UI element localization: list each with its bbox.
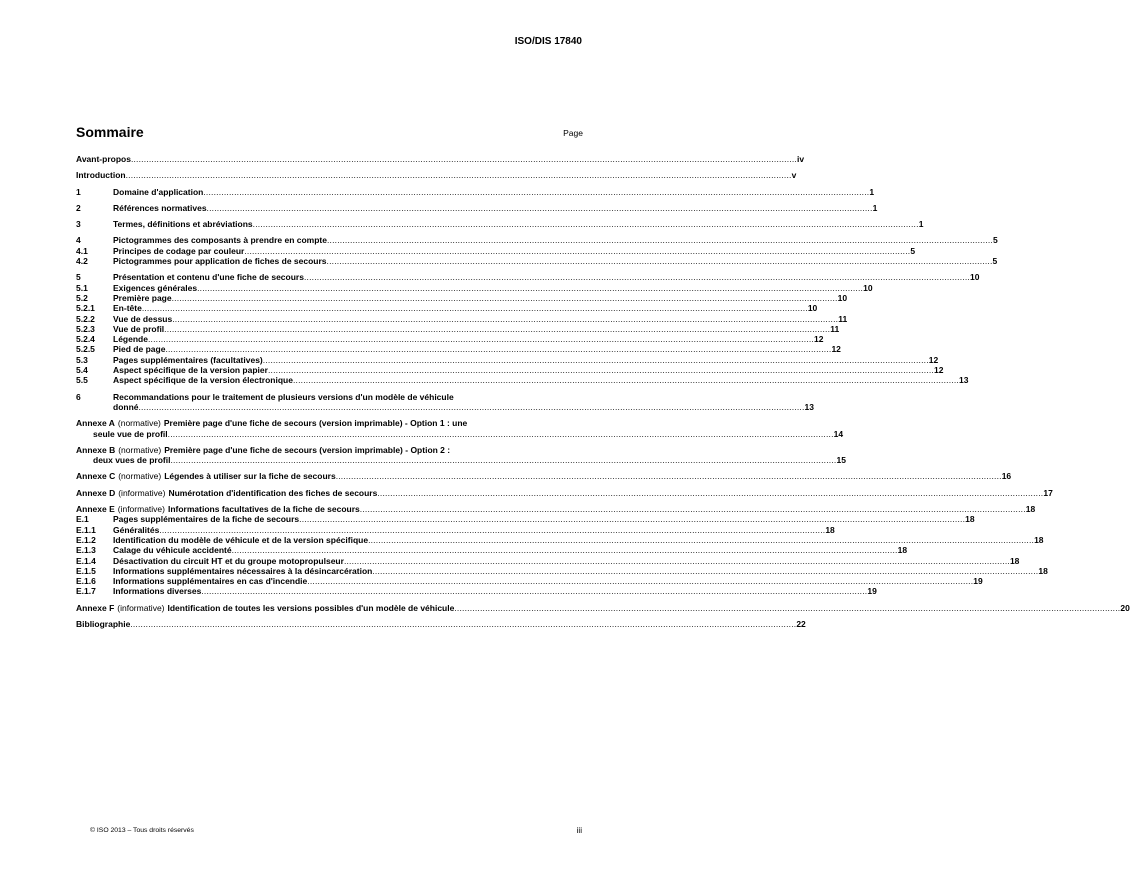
- leader-dots: ....................................................................................................................................................................................................................................................................: [359, 504, 1026, 515]
- toc-entry[interactable]: [76, 313, 848, 324]
- leader-dots: ....................................................................................................................................................................................................................................................................: [252, 219, 919, 230]
- toc-entry-title: Principes de codage par couleur: [113, 245, 245, 256]
- toc-entry-page: 14: [833, 428, 844, 439]
- toc-entry[interactable]: [76, 586, 877, 597]
- leader-dots: ....................................................................................................................................................................................................................................................................: [206, 202, 873, 213]
- toc-entry-title: Aspect spécifique de la version électronique: [113, 375, 293, 386]
- annex-kind: (informative): [118, 487, 166, 498]
- toc-entry-page: 18: [965, 514, 975, 525]
- leader-dots: ....................................................................................................................................................................................................................................................................: [454, 602, 1121, 613]
- toc-entry-title: En-tête: [113, 303, 142, 314]
- toc-entry-number: 5.2.1: [76, 303, 95, 314]
- toc-entry[interactable]: [76, 375, 969, 386]
- toc-entry-page: 12: [831, 344, 841, 355]
- toc-entry-number: 5.2.4: [76, 334, 95, 345]
- toc-entry[interactable]: [76, 323, 840, 334]
- leader-dots: ....................................................................................................................................................................................................................................................................: [167, 428, 834, 439]
- toc-entry-page: v: [791, 170, 797, 181]
- toc-entry-title: Légendes à utiliser sur la fiche de secours: [164, 471, 336, 482]
- toc-entry-page: 11: [830, 323, 840, 334]
- toc-entry[interactable]: [76, 565, 1048, 576]
- toc-entry[interactable]: [76, 292, 848, 303]
- toc-entry-title: Calage du véhicule accidenté: [113, 545, 232, 556]
- toc-entry[interactable]: [76, 282, 873, 293]
- toc-entry-title: Exigences générales: [113, 282, 198, 293]
- toc-entry-title: Aspect spécifique de la version papier: [113, 365, 268, 376]
- toc-entry[interactable]: [76, 487, 1053, 498]
- leader-dots: ....................................................................................................................................................................................................................................................................: [343, 555, 1010, 566]
- annex-label: Annexe C: [76, 471, 116, 482]
- toc-entry[interactable]: [76, 418, 844, 439]
- toc-entry-page: 5: [993, 235, 998, 246]
- toc-entry-title: Première page: [113, 292, 172, 303]
- toc-entry[interactable]: [76, 618, 806, 629]
- leader-dots: ....................................................................................................................................................................................................................................................................: [147, 334, 814, 345]
- leader-dots: ....................................................................................................................................................................................................................................................................: [262, 354, 929, 365]
- toc-entry-page: 18: [897, 545, 908, 556]
- leader-dots: ....................................................................................................................................................................................................................................................................: [335, 471, 1002, 482]
- toc-entry-page: 11: [838, 313, 848, 324]
- annex-label: Annexe F: [76, 602, 115, 613]
- toc-entry-title: Références normatives: [113, 202, 207, 213]
- toc-entry-title: Pictogrammes des composants à prendre en compte: [113, 235, 327, 246]
- toc-entry-number: 5.2.5: [76, 344, 95, 355]
- toc-entry-number: E.1.3: [76, 545, 96, 556]
- leader-dots: ....................................................................................................................................................................................................................................................................: [307, 576, 974, 587]
- toc-entry-number: 5: [76, 272, 81, 283]
- toc-entry-title: Légende: [113, 334, 148, 345]
- toc-entry-page: 5: [992, 256, 998, 267]
- toc-entry-title: Pages supplémentaires de la fiche de secours: [113, 514, 300, 525]
- annex-label: Annexe E: [76, 504, 115, 515]
- toc-entry[interactable]: [76, 344, 841, 355]
- toc-entry-title: Pied de page: [113, 344, 166, 355]
- toc-entry-page: 17: [1043, 487, 1053, 498]
- toc-entry-page: 12: [933, 365, 944, 376]
- annex-label: Annexe A: [76, 418, 115, 429]
- toc-entry-page: 20: [1120, 602, 1130, 613]
- toc-entry-title: Numérotation d'identification des fiches de secours: [168, 487, 378, 498]
- leader-dots: ....................................................................................................................................................................................................................................................................: [377, 487, 1044, 498]
- toc-entry-title: Identification de toutes les versions possibles d'un modèle de véhicule: [167, 602, 455, 613]
- annex-kind: (normative): [118, 444, 162, 455]
- toc-entry-title: Généralités: [113, 524, 160, 535]
- toc-entry-number: 5.2: [76, 292, 88, 303]
- toc-entry-page: 10: [837, 292, 848, 303]
- toc-entry-title: Informations diverses: [113, 586, 202, 597]
- leader-dots: ....................................................................................................................................................................................................................................................................: [201, 586, 868, 597]
- toc-entry[interactable]: [76, 444, 846, 466]
- toc-entry-page: 1: [872, 202, 878, 213]
- toc-entry-page: 18: [1009, 555, 1020, 566]
- toc-entry-number: 5.4: [76, 365, 88, 376]
- toc-entry-number: 6: [76, 391, 81, 402]
- toc-entry[interactable]: [76, 602, 1130, 613]
- toc-entry-number: 3: [76, 219, 81, 230]
- toc-entry[interactable]: [76, 576, 983, 587]
- toc-entry-title: Première page d'une fiche de secours (version imprimable) - Option 2 :: [164, 444, 451, 455]
- toc-entry[interactable]: [76, 471, 1012, 482]
- toc-entry-page: 1: [869, 186, 875, 197]
- leader-dots: ....................................................................................................................................................................................................................................................................: [326, 256, 993, 267]
- toc-entry[interactable]: [76, 555, 1020, 566]
- leader-dots: ....................................................................................................................................................................................................................................................................: [231, 545, 898, 556]
- toc-entry-title: Pictogrammes pour application de fiches de secours: [113, 256, 327, 267]
- toc-entry-page: 18: [825, 524, 835, 535]
- toc-entry-title: Présentation et contenu d'une fiche de secours: [113, 272, 304, 283]
- leader-dots: ....................................................................................................................................................................................................................................................................: [292, 375, 959, 386]
- footer-copyright: © ISO 2013 – Tous droits réservés: [90, 827, 194, 834]
- toc-entry-title: Recommandations pour le traitement de plusieurs versions d'un modèle de véhicule: [113, 391, 454, 402]
- toc-entry-number: E.1.7: [76, 586, 96, 597]
- leader-dots: ....................................................................................................................................................................................................................................................................: [303, 272, 970, 283]
- toc-title: Sommaire: [76, 124, 144, 140]
- toc-entry-number: 2: [76, 202, 81, 213]
- leader-dots: ....................................................................................................................................................................................................................................................................: [170, 455, 837, 466]
- leader-dots: ....................................................................................................................................................................................................................................................................: [372, 565, 1039, 576]
- toc-entry[interactable]: [76, 170, 797, 181]
- toc-entry-title: Informations facultatives de la fiche de secours: [167, 504, 360, 515]
- toc-entry-number: E.1.6: [76, 576, 96, 587]
- leader-dots: ....................................................................................................................................................................................................................................................................: [299, 514, 966, 525]
- leader-dots: ....................................................................................................................................................................................................................................................................: [130, 618, 797, 629]
- leader-dots: ....................................................................................................................................................................................................................................................................: [130, 154, 797, 164]
- toc-entry[interactable]: [76, 256, 998, 267]
- toc-entry[interactable]: [76, 235, 998, 246]
- toc-entry-title: donné: [113, 401, 139, 412]
- toc-entry-page: 1: [918, 219, 924, 230]
- toc-entry-page: 10: [969, 272, 980, 283]
- annex-label: Annexe B: [76, 444, 116, 455]
- toc-entry-number: 5.5: [76, 375, 88, 386]
- toc-entry-page: 10: [863, 282, 873, 293]
- toc-entry[interactable]: [76, 186, 875, 197]
- toc-entry-page: 22: [796, 618, 806, 629]
- page-column-label: Page: [563, 128, 583, 138]
- toc-entry-title: Introduction: [76, 170, 126, 181]
- toc-entry-page: 12: [928, 354, 939, 365]
- toc-entry-page: 13: [959, 375, 969, 386]
- toc-entry-page: 5: [910, 245, 916, 256]
- leader-dots: ....................................................................................................................................................................................................................................................................: [171, 292, 838, 303]
- toc-entry-number: E.1.1: [76, 524, 96, 535]
- toc-entry-page: 12: [813, 334, 824, 345]
- toc-entry-title: Informations supplémentaires en cas d'incendie: [113, 576, 308, 587]
- leader-dots: ....................................................................................................................................................................................................................................................................: [244, 245, 911, 256]
- leader-dots: ....................................................................................................................................................................................................................................................................: [159, 524, 826, 535]
- toc-entry-title: Identification du modèle de véhicule et de la version spécifique: [113, 534, 369, 545]
- toc-entry-title: Informations supplémentaires nécessaires à la désincarcération: [113, 565, 373, 576]
- annex-kind: (normative): [117, 418, 161, 429]
- toc-entry-title: Bibliographie: [76, 618, 131, 629]
- toc-entry-page: 19: [867, 586, 877, 597]
- leader-dots: ....................................................................................................................................................................................................................................................................: [172, 313, 839, 324]
- leader-dots: ....................................................................................................................................................................................................................................................................: [165, 344, 832, 355]
- toc-entry-page: 13: [804, 401, 814, 412]
- toc-entry-title: Termes, définitions et abréviations: [113, 219, 253, 230]
- toc-entry[interactable]: [76, 334, 824, 345]
- toc-entry-title: Vue de profil: [113, 323, 165, 334]
- toc-entry[interactable]: [76, 504, 1036, 515]
- leader-dots: ....................................................................................................................................................................................................................................................................: [197, 282, 864, 293]
- toc-entry-number: 5.1: [76, 282, 88, 293]
- leader-dots: ....................................................................................................................................................................................................................................................................: [125, 170, 792, 181]
- leader-dots: ....................................................................................................................................................................................................................................................................: [203, 186, 870, 197]
- toc-entry[interactable]: [76, 245, 916, 256]
- toc-entry-page: 18: [1038, 565, 1048, 576]
- toc-entry-page: 18: [1025, 504, 1036, 515]
- toc-entry-number: 4: [76, 235, 81, 246]
- leader-dots: ....................................................................................................................................................................................................................................................................: [368, 534, 1035, 545]
- toc-entry-page: iv: [796, 154, 805, 164]
- toc-entry[interactable]: [76, 545, 908, 556]
- annex-kind: (normative): [118, 471, 162, 482]
- toc-entry[interactable]: [76, 391, 814, 413]
- toc-entry-number: 5.2.2: [76, 313, 95, 324]
- toc-entry-number: E.1.4: [76, 555, 96, 566]
- toc-entry[interactable]: [76, 514, 975, 525]
- toc-entry-number: 5.2.3: [76, 323, 95, 334]
- toc-entry-number: 5.3: [76, 354, 88, 365]
- toc-entry-title: seule vue de profil: [93, 428, 168, 439]
- leader-dots: ....................................................................................................................................................................................................................................................................: [267, 365, 934, 376]
- toc-entry[interactable]: [76, 354, 939, 365]
- toc-entry-page: 19: [973, 576, 983, 587]
- toc-entry[interactable]: [76, 154, 805, 164]
- toc-entry[interactable]: [76, 534, 1044, 545]
- toc-entry-number: E.1: [76, 514, 89, 525]
- toc-entry-number: 1: [76, 186, 81, 197]
- leader-dots: ....................................................................................................................................................................................................................................................................: [141, 303, 808, 314]
- toc-entry-page: 18: [1034, 534, 1044, 545]
- toc-entry[interactable]: [76, 202, 878, 213]
- annex-kind: (informative): [117, 602, 165, 613]
- table-of-contents: [76, 154, 1130, 629]
- toc-entry-page: 10: [807, 303, 818, 314]
- toc-entry-number: 4.1: [76, 245, 88, 256]
- annex-label: Annexe D: [76, 487, 116, 498]
- toc-entry[interactable]: [76, 524, 835, 535]
- toc-entry-title: Première page d'une fiche de secours (version imprimable) - Option 1 : une: [163, 418, 468, 429]
- toc-entry-number: 4.2: [76, 256, 88, 267]
- toc-entry-title: Avant-propos: [76, 154, 131, 164]
- toc-entry-page: 16: [1001, 471, 1012, 482]
- footer-page-number: iii: [576, 826, 582, 835]
- leader-dots: ....................................................................................................................................................................................................................................................................: [326, 235, 993, 246]
- annex-kind: (informative): [117, 504, 165, 515]
- toc-entry-number: E.1.5: [76, 565, 96, 576]
- toc-title-row: [76, 124, 583, 144]
- toc-entry-title: deux vues de profil: [93, 455, 171, 466]
- leader-dots: ....................................................................................................................................................................................................................................................................: [138, 401, 805, 412]
- toc-entry[interactable]: [76, 219, 924, 230]
- document-id: ISO/DIS 17840: [514, 36, 582, 47]
- toc-entry-number: E.1.2: [76, 534, 96, 545]
- toc-entry-title: Désactivation du circuit HT et du groupe motopropulseur: [113, 555, 344, 566]
- toc-entry-title: Pages supplémentaires (facultatives): [113, 354, 263, 365]
- toc-entry[interactable]: [76, 272, 980, 283]
- leader-dots: ....................................................................................................................................................................................................................................................................: [164, 323, 831, 334]
- toc-entry-title: Vue de dessus: [113, 313, 173, 324]
- toc-entry[interactable]: [76, 303, 818, 314]
- toc-entry-title: Domaine d'application: [113, 186, 204, 197]
- toc-entry-page: 15: [836, 455, 846, 466]
- toc-entry[interactable]: [76, 365, 944, 376]
